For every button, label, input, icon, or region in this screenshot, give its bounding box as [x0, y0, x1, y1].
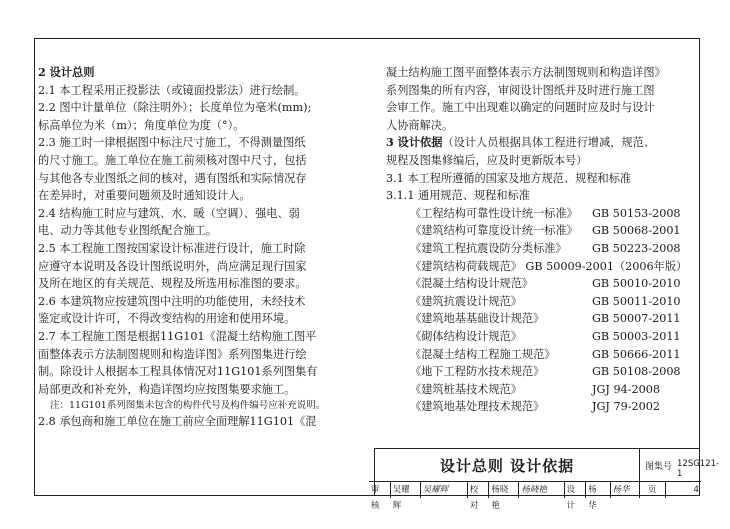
signature-row	[369, 481, 701, 511]
checker-name: 杨晓艳	[489, 482, 519, 498]
right-text-line: 3.1 本工程所遵循的国家及地方规范、规程和标准	[386, 171, 632, 185]
section-3-heading	[386, 134, 686, 152]
right-text-line: 人协商解决。	[386, 118, 454, 132]
left-text-line: 2.2 图中计量单位（除注明外）；长度单位为毫米(mm);	[38, 101, 312, 115]
standard-item	[386, 381, 686, 399]
standard-code: GB 50223-2008	[592, 241, 681, 255]
standard-code: GB 50153-2008	[592, 206, 681, 220]
left-text-line: 2.8 承包商和施工单位在施工前应全面理解11G101《混	[38, 415, 317, 429]
standard-item	[386, 222, 686, 240]
standard-code: GB 50010-2010	[592, 277, 681, 291]
right-text-line: 3.1.1 通用规范、规程和标准	[386, 189, 530, 203]
left-text-line: 鉴定或设计许可，不得改变结构的用途和使用环境。	[38, 312, 296, 326]
left-text-line: 2.5 本工程施工图按国家设计标准进行设计，施工时除	[38, 241, 306, 255]
reviewer-name: 吴耀辉	[391, 482, 421, 498]
page-label: 页	[640, 482, 666, 498]
left-text-line: 局部更改和补充外，构造详图均应按图集要求施工。	[38, 382, 296, 396]
standard-name: 《建筑结构荷载规范》 GB 50009-2001（2006年版）	[410, 259, 688, 273]
designer-name: 杨 华	[586, 482, 610, 498]
right-text-line: 凝土结构施工图平面整体表示方法制图规则和构造详图》	[386, 66, 666, 79]
standard-item	[386, 310, 686, 328]
standard-name: 《建筑地基基础设计规范》	[410, 312, 545, 326]
standard-name: 《建筑抗震设计规范》	[410, 294, 522, 308]
standard-item	[386, 328, 686, 346]
designer-signature: 杨华	[611, 482, 640, 498]
left-text-line: 2.7 本工程施工图是根据11G101《混凝土结构施工图平	[38, 329, 317, 343]
right-text-line: 会审工作。施工中出现难以确定的问题时应及时与设计	[386, 101, 655, 115]
section-3-title: 3 设计依据	[386, 135, 443, 150]
left-text-line: 应遵守本说明及各设计图纸说明外，尚应满足现行国家	[38, 259, 307, 273]
checker-signature: 杨晓艳	[519, 482, 564, 498]
standard-name: 《地下工程防水技术规范》	[410, 365, 545, 379]
standard-code: JGJ 94-2008	[592, 382, 660, 396]
note-line: 注：11G101系列图集未包含的构件代号及构件编号应补充说明。	[50, 400, 326, 412]
left-text-line: 面整体表示方法制图规则和构造详图》系列图集进行绘	[38, 347, 307, 361]
right-text-line: 规程及图集修编后，应及时更新版本号）	[386, 153, 588, 167]
section-3-remark: （设计人员根据具体工程进行增减，规范、	[442, 136, 656, 150]
design-label: 设计	[565, 482, 587, 498]
left-text-line: 2.6 本建筑物应按建筑图中注明的功能使用，未经技术	[38, 294, 306, 308]
standard-code: JGJ 79-2002	[592, 400, 660, 414]
standard-item	[386, 346, 686, 364]
standard-name: 《建筑地基处理技术规范》	[410, 400, 545, 414]
left-text-line: 在差异时，对重要问题须及时通知设计人。	[38, 189, 251, 203]
left-text-line: 与其他各专业图纸之间的核对，遇有图纸和实际情况存	[38, 171, 307, 185]
standard-name: 《混凝土结构设计规范》	[410, 277, 534, 291]
standard-code: GB 50007-2011	[592, 312, 681, 326]
left-text-line: 的尺寸施工。施工单位在施工前须核对图中尺寸，包括	[38, 153, 307, 167]
standard-item	[386, 363, 686, 381]
left-text-line: 电、动力等其他专业图纸配合施工。	[38, 224, 218, 238]
reviewer-signature: 吴耀辉	[421, 482, 468, 498]
standard-name: 《砌体结构设计规范》	[410, 329, 522, 343]
standard-name: 《混凝土结构工程施工规范》	[410, 347, 556, 361]
standard-code: GB 50011-2010	[592, 294, 681, 308]
page-number: 4	[693, 485, 699, 495]
standard-item	[386, 205, 686, 223]
left-text-line: 2.3 施工时一律根据图中标注尺寸施工，不得测量图纸	[38, 136, 306, 150]
standard-item	[386, 258, 686, 276]
standard-code: GB 50666-2011	[592, 347, 681, 361]
standard-name: 《建筑工程抗震设防分类标准》	[410, 241, 567, 255]
atlas-number: 12SG121-1	[677, 459, 720, 479]
sheet-title: 设计总则 设计依据	[375, 449, 640, 481]
left-text-line: 2.4 结构施工时应与建筑、水、暖（空调）、强电、弱	[38, 206, 300, 220]
left-text-line: 2.1 本工程采用正投影法（或镜面投影法）进行绘制。	[38, 83, 306, 97]
left-column	[38, 64, 368, 431]
check-label: 校对	[468, 482, 490, 498]
standard-item	[386, 240, 686, 258]
standard-code: GB 50068-2001	[592, 224, 681, 238]
section-2-heading: 2 设计总则	[38, 65, 95, 79]
right-text-line: 系列图集的所有内容，审阅设计图纸并及时进行施工图	[386, 83, 655, 97]
standard-name: 《建筑桩基技术规范》	[410, 382, 522, 396]
standard-name: 《建筑结构可靠度设计统一标准》	[410, 224, 578, 238]
left-text-line: 制。除设计人根据本工程具体情况对11G101系列图集有	[38, 365, 318, 379]
standard-item	[386, 398, 686, 416]
standard-item	[386, 293, 686, 311]
atlas-label: 图集号	[645, 462, 673, 472]
standard-code: GB 50003-2011	[592, 329, 681, 343]
right-column	[386, 64, 686, 416]
standard-name: 《工程结构可靠性设计统一标准》	[410, 206, 578, 220]
standard-code: GB 50108-2008	[592, 365, 681, 379]
review-label: 审核	[369, 482, 391, 498]
left-text-line: 及所在地区的有关规范、规程及所选用标准图的要求。	[38, 277, 307, 291]
left-text-line: 标高单位为米（m）；角度单位为度（°）。	[38, 118, 245, 132]
title-block	[371, 448, 720, 511]
standard-item	[386, 275, 686, 293]
